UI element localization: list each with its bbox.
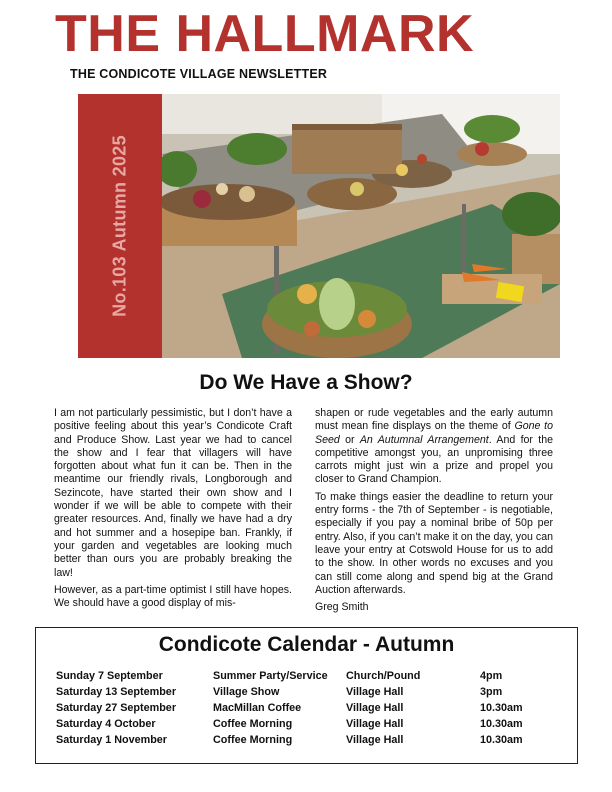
issue-band <box>78 94 162 358</box>
article-paragraph: I am not particularly pessimistic, but I don’t have a positive feeling about this year’s Condicote Craft and Produce Show. Last year we had to cancel the show and I fear that villagers will have forgotten about what fun it can be. Then in the meantime our friendly rivals, Longborough and Sezincote, have started their own show and I wonder if we will be able to compete with their greater resources. And, finally we have had a dry and hot summer and a hosepipe ban. Frankly, if your garden and vegetables are looking much better than ours you are probably breaking the law! <box>54 407 292 579</box>
event-date: Saturday 1 November <box>56 734 168 746</box>
event-date: Saturday 13 September <box>56 686 177 698</box>
text-run: or <box>339 433 360 446</box>
calendar-table <box>56 668 540 748</box>
event-time: 10.30am <box>480 734 523 746</box>
event-time: 10.30am <box>480 702 523 714</box>
event-venue: Village Hall <box>346 734 404 746</box>
calendar-row <box>56 668 540 684</box>
text-run: . And for the competitive amongst you, an unpromising three carrots might just win a prize and propel you closer to Grand Champion. <box>315 433 553 486</box>
calendar-title: Condicote Calendar - Autumn <box>158 633 455 656</box>
event-date: Saturday 27 September <box>56 702 177 714</box>
article-column-1 <box>54 407 292 614</box>
article-author: Greg Smith <box>315 601 369 614</box>
event-time: 4pm <box>480 670 503 682</box>
newsletter-subtitle: THE CONDICOTE VILLAGE NEWSLETTER <box>70 67 328 81</box>
event-venue: Church/Pound <box>346 670 421 682</box>
article-headline: Do We Have a Show? <box>199 371 413 394</box>
cover-photo-block <box>78 94 560 358</box>
text-run: shapen or rude vegetables and the early autumn must mean fine displays on the theme of <box>315 407 553 433</box>
italic-title: An Autumnal Arrangement <box>359 433 489 446</box>
event-date: Sunday 7 September <box>56 670 163 682</box>
event-venue: Village Hall <box>346 718 404 730</box>
article-paragraph <box>315 407 553 487</box>
event-name: Coffee Morning <box>213 734 293 746</box>
produce-show-photo <box>162 94 560 358</box>
issue-number: No.103 Autumn 2025 <box>109 135 130 317</box>
calendar-row <box>56 716 540 732</box>
newsletter-masthead: THE HALLMARK <box>55 5 475 63</box>
article-column-2 <box>315 407 553 618</box>
italic-title: Gone to Seed <box>315 420 553 446</box>
calendar-box <box>35 627 578 764</box>
calendar-row <box>56 732 540 748</box>
event-name: Village Show <box>213 686 280 698</box>
event-venue: Village Hall <box>346 702 404 714</box>
calendar-row <box>56 684 540 700</box>
calendar-row <box>56 700 540 716</box>
event-time: 10.30am <box>480 718 523 730</box>
event-date: Saturday 4 October <box>56 718 156 730</box>
event-name: MacMillan Coffee <box>213 702 302 714</box>
article-paragraph: To make things easier the deadline to return your entry forms - the 7th of September - is negotiable, especially if you pay a nominal bribe of 50p per entry. Also, if you can’t make it on the day, you can leave your entry at Cotswold House for us to add to the show. In other words no excuses and you can still come along and spend big at the Grand Auction afterwards. <box>315 490 553 596</box>
article-paragraph: However, as a part-time optimist I still have hopes. We should have a good display of mis- <box>54 583 292 610</box>
event-name: Summer Party/Service <box>213 670 328 682</box>
event-time: 3pm <box>480 686 503 698</box>
event-name: Coffee Morning <box>213 718 293 730</box>
event-venue: Village Hall <box>346 686 404 698</box>
